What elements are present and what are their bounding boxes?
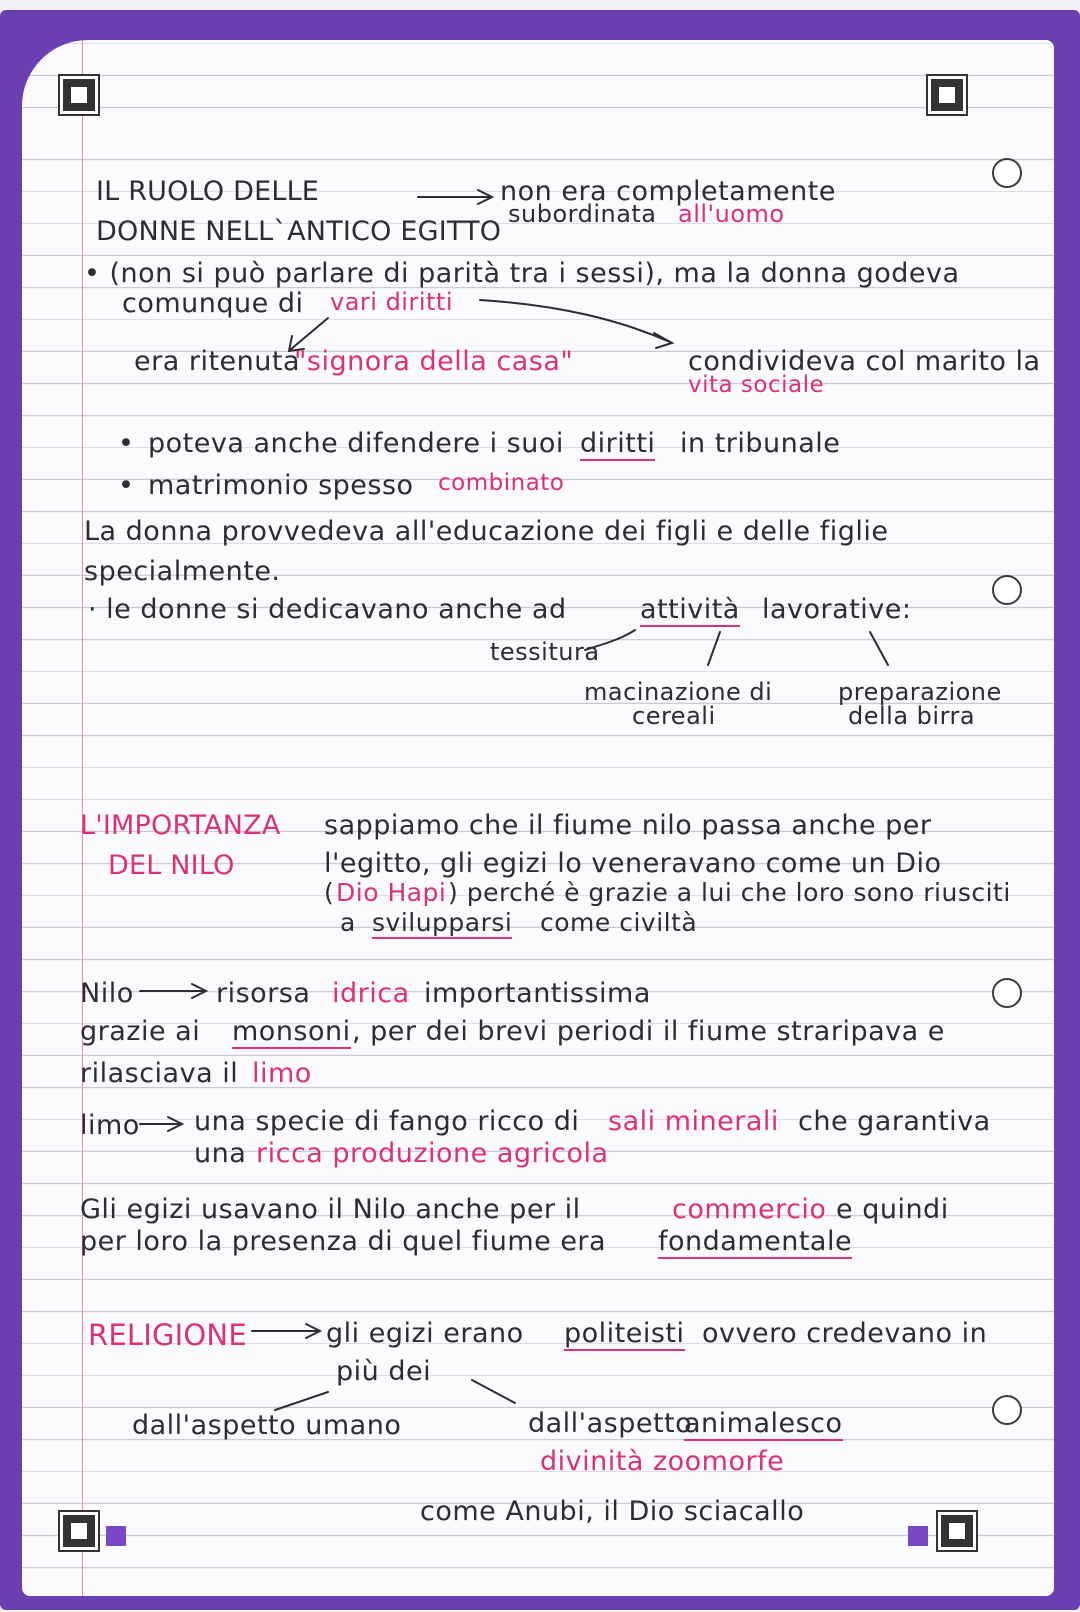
highlight-text: all'uomo bbox=[678, 200, 785, 228]
note-text: condivideva col marito la bbox=[688, 346, 1041, 377]
note-text: grazie ai bbox=[80, 1016, 201, 1047]
highlight-text: "signora della casa" bbox=[294, 346, 574, 377]
note-text: ovvero credevano in bbox=[702, 1318, 988, 1349]
highlight-text: commercio bbox=[672, 1194, 827, 1225]
note-text: preparazione bbox=[838, 678, 1002, 706]
underlined-text: monsoni bbox=[232, 1016, 351, 1047]
underlined-text: fondamentale bbox=[658, 1226, 853, 1257]
note-text: ) perché è grazie a lui che loro sono riusciti bbox=[448, 878, 1011, 907]
note-text: · le donne si dedicavano anche ad bbox=[88, 594, 567, 625]
note-text: l'egitto, gli egizi lo veneravano come un Dio bbox=[324, 848, 942, 879]
note-text: macinazione di bbox=[584, 678, 773, 706]
highlight-text: combinato bbox=[438, 470, 565, 496]
highlight-text: Dio Hapi bbox=[336, 878, 447, 907]
note-text: tessitura bbox=[490, 638, 600, 666]
note-text: era ritenuta bbox=[134, 346, 300, 377]
section-title-line: L'IMPORTANZA bbox=[80, 810, 281, 841]
note-text: una specie di fango ricco di bbox=[194, 1106, 580, 1137]
note-text: per loro la presenza di quel fiume era bbox=[80, 1226, 607, 1257]
underlined-text: animalesco bbox=[684, 1408, 843, 1439]
highlight-text: vita sociale bbox=[688, 372, 825, 398]
note-text: cereali bbox=[632, 702, 716, 730]
section-title-line: DEL NILO bbox=[108, 850, 235, 881]
note-text: dall'aspetto umano bbox=[132, 1410, 402, 1441]
bullet-text: poteva anche difendere i suoi bbox=[148, 428, 564, 459]
note-text: una bbox=[194, 1138, 247, 1169]
note-text: , per dei brevi periodi il fiume straripava e bbox=[352, 1016, 945, 1047]
underlined-text: svilupparsi bbox=[372, 908, 513, 937]
note-text: e quindi bbox=[836, 1194, 949, 1225]
note-text: La donna provvedeva all'educazione dei figli e delle figlie bbox=[84, 516, 889, 547]
highlight-text: divinità zoomorfe bbox=[540, 1446, 785, 1477]
note-text: dall'aspetto bbox=[528, 1408, 693, 1439]
underlined-text: attività bbox=[640, 594, 740, 625]
note-text: ( bbox=[324, 878, 335, 907]
note-text: subordinata bbox=[508, 200, 657, 228]
highlight-text: ricca produzione agricola bbox=[256, 1138, 609, 1169]
note-text: comunque di bbox=[122, 288, 304, 319]
note-text: rilasciava il bbox=[80, 1058, 239, 1089]
bullet-text: • bbox=[118, 428, 144, 459]
note-text: sappiamo che il fiume nilo passa anche per bbox=[324, 810, 932, 841]
bullet-text: • bbox=[118, 470, 144, 501]
note-text: risorsa bbox=[216, 978, 311, 1009]
underlined-text: diritti bbox=[580, 428, 656, 459]
section-title-line: RELIGIONE bbox=[88, 1318, 247, 1352]
note-text: non era completamente bbox=[500, 176, 836, 207]
note-text: Nilo bbox=[80, 978, 134, 1009]
note-text: specialmente. bbox=[84, 556, 281, 587]
note-text: più dei bbox=[336, 1356, 432, 1387]
note-text: lavorative: bbox=[762, 594, 912, 625]
note-text: della birra bbox=[848, 702, 976, 730]
section-title-line: DONNE NELL`ANTICO EGITTO bbox=[96, 216, 502, 247]
note-text: a bbox=[340, 908, 356, 937]
note-text: • (non si può parlare di parità tra i sessi), ma la donna godeva bbox=[84, 258, 960, 289]
note-text: Gli egizi usavano il Nilo anche per il bbox=[80, 1194, 581, 1225]
section-title-line: IL RUOLO DELLE bbox=[96, 176, 320, 207]
note-text: importantissima bbox=[424, 978, 651, 1009]
note-text: gli egizi erano bbox=[326, 1318, 524, 1349]
bullet-text: matrimonio spesso bbox=[148, 470, 414, 501]
highlight-text: vari diritti bbox=[330, 288, 453, 316]
highlight-text: limo bbox=[252, 1058, 312, 1089]
note-text: come Anubi, il Dio sciacallo bbox=[420, 1496, 805, 1527]
highlight-text: sali minerali bbox=[608, 1106, 779, 1137]
underlined-text: politeisti bbox=[564, 1318, 685, 1349]
note-text: come civiltà bbox=[540, 908, 698, 937]
highlight-text: idrica bbox=[332, 978, 410, 1009]
bullet-text: in tribunale bbox=[680, 428, 841, 459]
note-text: limo bbox=[80, 1110, 140, 1141]
note-text: che garantiva bbox=[798, 1106, 991, 1137]
